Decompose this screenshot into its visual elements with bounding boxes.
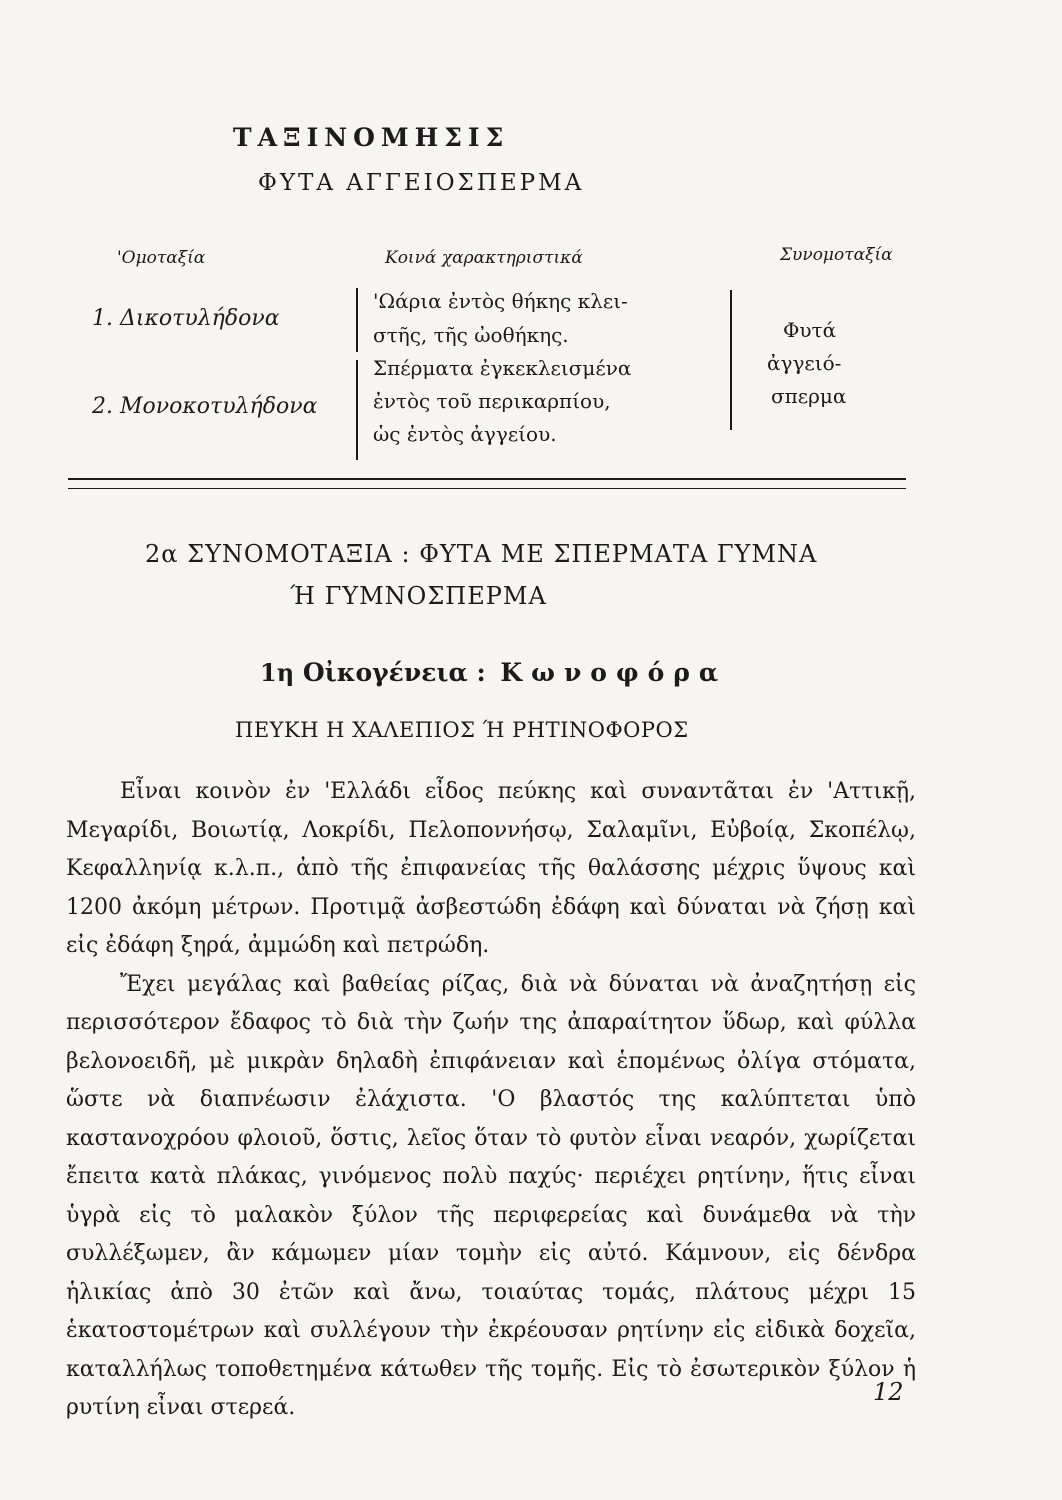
phylum-line: σπερμα xyxy=(771,384,847,408)
family-label: Οἰκογένεια : xyxy=(302,658,486,687)
family-name: Κωνοφόρα xyxy=(500,658,728,687)
page-number: 12 xyxy=(873,1378,904,1406)
section-heading: 2α ΣΥΝΟΜΟΤΑΞΙΑ : ΦΥΤΑ ΜΕ ΣΠΕΡΜΑΤΑ ΓΥΜΝΑ xyxy=(145,540,818,568)
left-brace-top xyxy=(356,288,372,352)
column-header-class: 'Ομοταξία xyxy=(117,248,206,268)
section-divider-top xyxy=(68,478,906,480)
right-brace xyxy=(716,290,732,430)
characteristic-line: Σπέρματα ἐγκεκλεισμένα xyxy=(373,356,632,380)
family-heading xyxy=(260,658,727,687)
page-title: ΤΑΞΙΝΟΜΗΣΙΣ xyxy=(233,123,510,152)
characteristic-line: 'Ωάρια ἐντὸς θήκης κλει- xyxy=(373,289,628,313)
column-header-characteristics: Κοινά χαρακτηριστικά xyxy=(385,248,583,268)
paragraph: Ἔχει μεγάλας καὶ βαθείας ρίζας, διὰ νὰ δύναται νὰ ἀναζητήσῃ εἰς περισσότερον ἔδαφος τὸ διὰ τὴν ζωήν της ἀπαραίτητον ὕδωρ, καὶ φύλλα βελονοειδῆ, μὲ μικρὰν δηλαδὴ ἐπιφάνειαν καὶ ἑπομένως ὀλίγα στόματα, ὥστε νὰ διαπνέωσιν ἐλάχιστα. 'Ο βλαστός της καλύπτεται ὑπὸ καστανοχρόου φλοιοῦ, ὅστις, λεῖος ὅταν τὸ φυτὸν εἶναι νεαρόν, χωρίζεται ἔπειτα κατὰ πλάκας, γινόμενος πολὺ παχύς· περιέχει ρητίνην, ἥτις εἶναι ὑγρὰ εἰς τὸ μαλακὸν ξύλον τῆς περιφερείας καὶ δυνάμεθα νὰ τὴν συλλέξωμεν, ἂν κάμωμεν μίαν τομὴν εἰς αὐτό. Κάμνουν, εἰς δένδρα ἡλικίας ἀπὸ 30 ἐτῶν καὶ ἄνω, τοιαύτας τομάς, πλάτους μέχρι 15 ἑκατοστομέτρων καὶ συλλέγουν τὴν ἐκρέουσαν ρητίνην εἰς εἰδικὰ δοχεῖα, καταλλήλως τοποθετημένα κάτωθεν τῆς τομῆς. Εἰς τὸ ἐσωτερικὸν ξύλον ἡ ρυτίνη εἶναι στερεά. xyxy=(66,971,916,1420)
characteristic-line: ὡς ἐντὸς ἀγγείου. xyxy=(373,422,557,446)
section-heading-continued: Ή ΓΥΜΝΟΣΠΕΡΜΑ xyxy=(290,582,547,610)
left-brace-bottom xyxy=(356,360,372,460)
phylum-line: Φυτά xyxy=(783,318,837,342)
species-heading: ΠΕΥΚΗ Η ΧΑΛΕΠΙΟΣ Ή ΡΗΤΙΝΟΦΟΡΟΣ xyxy=(235,718,689,742)
paragraph: Εἶναι κοινὸν ἐν 'Ελλάδι εἶδος πεύκης καὶ συναντᾶται ἐν 'Αττικῇ, Μεγαρίδι, Βοιωτίᾳ, Λοκρίδι, Πελοποννήσῳ, Σαλαμῖνι, Εὐβοίᾳ, Σκοπέλῳ, Κεφαλληνίᾳ κ.λ.π., ἀπὸ τῆς ἐπιφανείας τῆς θαλάσσης μέχρις ὕψους καὶ 1200 ἀκόμη μέτρων. Προτιμᾷ ἀσβεστώδη ἐδάφη καὶ δύναται νὰ ζήσῃ καὶ εἰς ἐδάφη ξηρά, ἀμμώδη καὶ πετρώδη. xyxy=(66,779,916,958)
phylum-line: ἀγγειό- xyxy=(767,351,842,375)
characteristic-line: στῆς, τῆς ὠοθήκης. xyxy=(373,323,569,347)
class-monocotyledons: 2. Μονοκοτυλήδονα xyxy=(92,394,318,419)
section-divider-bottom xyxy=(68,488,906,489)
characteristic-line: ἐντὸς τοῦ περικαρπίου, xyxy=(373,389,611,413)
page-subtitle: ΦΥΤΑ ΑΓΓΕΙΟΣΠΕΡΜΑ xyxy=(258,170,585,196)
column-header-phylum: Συνομοταξία xyxy=(780,245,893,265)
family-number: 1η xyxy=(260,658,295,687)
class-dicotyledons: 1. Δικοτυλήδονα xyxy=(92,306,280,331)
body-text xyxy=(66,773,916,1428)
